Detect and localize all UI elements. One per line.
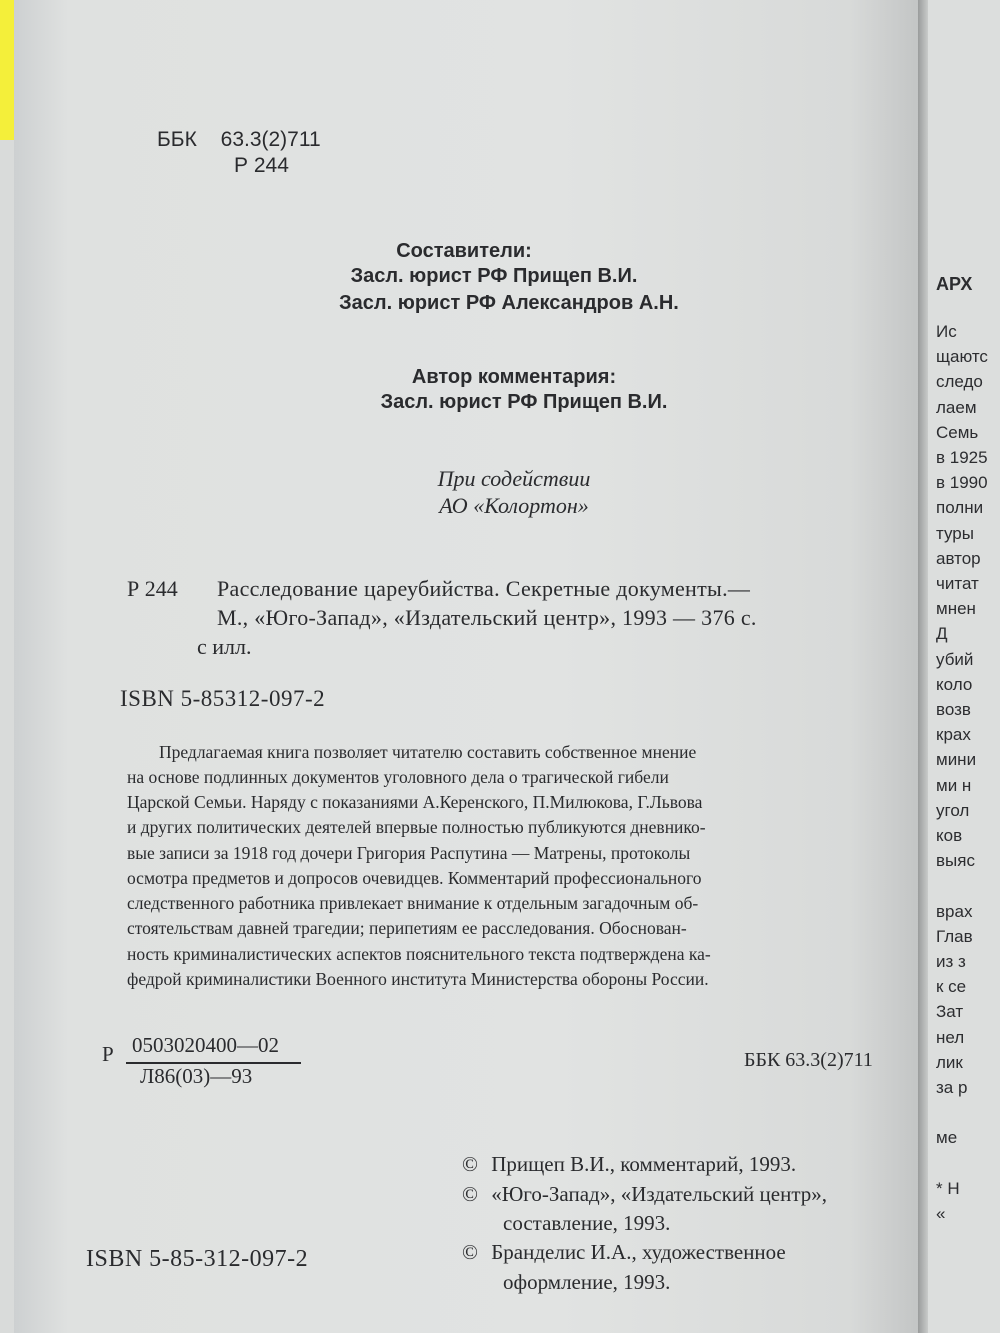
next-page-line: крах <box>936 725 971 745</box>
sponsor-line-1: При содействии <box>437 466 591 491</box>
fraction-denominator: Л86(03)—93 <box>140 1064 253 1088</box>
next-page-line: лаем <box>936 397 977 417</box>
commentary-heading: Автор комментария: <box>411 366 617 388</box>
next-page-line: полни <box>936 498 984 518</box>
catalog-sign: Р 244 <box>127 576 178 601</box>
next-page-line: Ис <box>936 322 957 341</box>
author-sign: Р 244 <box>234 154 289 177</box>
catalog-line-1: Расследование цареубийства. Секретные документы.— <box>217 576 751 601</box>
next-page-line: возв <box>936 700 971 719</box>
book-gutter <box>918 0 928 1333</box>
next-page-line: врах <box>936 901 973 921</box>
next-page-line: Глав <box>936 926 973 946</box>
annotation-line: стоятельствам давней трагедии; перипетиям ее расследования. Обоснован- <box>127 918 687 938</box>
bbk-label: ББК <box>157 128 197 151</box>
next-page-line: коло <box>936 674 973 694</box>
copyright-text: Бранделис И.А., художественное <box>491 1240 786 1264</box>
annotation-line: следственного работника привлекает внимание к отдельным загадочным об- <box>127 893 699 913</box>
fraction-letter: Р <box>102 1042 114 1066</box>
isbn-bottom: ISBN 5-85-312-097-2 <box>86 1246 309 1272</box>
next-page-line: Семь <box>936 422 979 442</box>
next-page-line: в 1990 <box>936 473 988 493</box>
catalog-line-3: с илл. <box>197 634 252 659</box>
next-page-line: убий <box>936 649 974 669</box>
compiler-name-1: Засл. юрист РФ Прищеп В.И. <box>350 265 638 287</box>
next-page-line: угол <box>936 800 970 820</box>
next-page-line: следо <box>936 372 983 392</box>
copyright-text-cont: составление, 1993. <box>503 1211 671 1235</box>
next-page-line: щаютс <box>936 347 988 367</box>
next-page-line: ми н <box>936 775 972 795</box>
next-page-line: ме <box>936 1128 958 1148</box>
bbk-bottom: ББК 63.3(2)711 <box>744 1049 873 1071</box>
annotation-line: Предлагаемая книга позволяет читателю составить собственное мнение <box>159 742 697 762</box>
catalog-line-2: М., «Юго-Запад», «Издательский центр», 1993 — 376 с. <box>217 605 757 630</box>
commentary-author: Засл. юрист РФ Прищеп В.И. <box>380 391 668 413</box>
next-page-line: туры <box>936 523 974 543</box>
next-page-line: за р <box>936 1078 968 1097</box>
next-page-line: мини <box>936 750 977 770</box>
isbn-top: ISBN 5-85312-097-2 <box>120 686 326 711</box>
copyright-line <box>462 1240 786 1265</box>
copyright-symbol: © <box>462 1240 478 1264</box>
copyright-symbol: © <box>462 1152 478 1176</box>
annotation-line: и других политических деятелей впервые полностью публикуются дневнико- <box>127 817 706 837</box>
bbk-code: 63.3(2)711 <box>220 128 321 151</box>
copyright-text: «Юго-Запад», «Издательский центр», <box>491 1182 828 1206</box>
compilers-heading: Составители: <box>396 240 532 262</box>
next-page-line: мнен <box>936 599 976 619</box>
fraction-numerator: 0503020400—02 <box>132 1033 279 1057</box>
copyright-text: Прищеп В.И., комментарий, 1993. <box>491 1152 797 1176</box>
compiler-name-2: Засл. юрист РФ Александров А.Н. <box>339 292 679 314</box>
copyright-line <box>462 1152 796 1177</box>
annotation-line: ность криминалистических аспектов пояснительного текста подтверждена ка- <box>127 944 711 964</box>
next-page-edge <box>928 0 1000 1333</box>
next-page-line: Д <box>936 624 948 644</box>
next-page-line: * Н <box>936 1178 960 1198</box>
copyright-text-cont: оформление, 1993. <box>503 1270 671 1294</box>
annotation-line: вые записи за 1918 год дочери Григория Распутина — Матрены, протоколы <box>127 843 691 863</box>
next-page-line: из з <box>936 952 966 971</box>
copyright-line <box>462 1182 827 1207</box>
next-page-line: к се <box>936 977 967 997</box>
next-page-line: выяс <box>936 851 975 871</box>
yellow-cover-edge <box>0 0 14 140</box>
annotation-line: на основе подлинных документов уголовного дела о трагической гибели <box>127 767 669 787</box>
next-page-line: « <box>936 1204 946 1223</box>
bbk-header <box>157 128 321 152</box>
annotation-line: осмотра предметов и допросов очевидцев. Комментарий профессионального <box>127 868 702 888</box>
next-page-title: АРХ <box>936 274 973 294</box>
book-page <box>14 0 922 1333</box>
next-page-line: лик <box>936 1052 963 1072</box>
next-page-line: в 1925 <box>936 448 988 467</box>
next-page-line: автор <box>936 548 981 568</box>
annotation-line: Царской Семьи. Наряду с показаниями А.Керенского, П.Милюкова, Г.Львова <box>127 792 703 812</box>
next-page-line: ков <box>936 826 963 845</box>
next-page-line: нел <box>936 1027 965 1047</box>
sponsor-line-2: АО «Колортон» <box>439 493 589 518</box>
copyright-symbol: © <box>462 1182 478 1206</box>
next-page-line: читат <box>936 574 979 593</box>
annotation-line: федрой криминалистики Военного института Министерства обороны России. <box>127 969 709 989</box>
next-page-line: Зат <box>936 1002 964 1022</box>
